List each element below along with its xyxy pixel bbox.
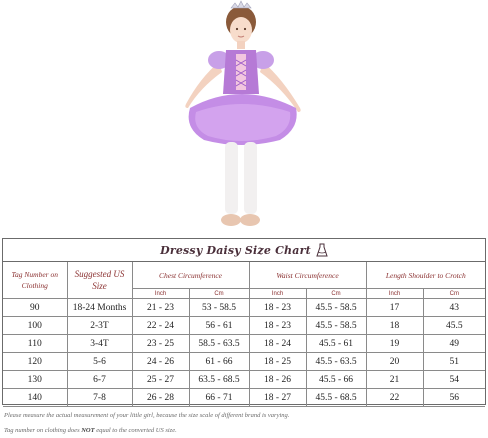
header-waist-circumference: Waist Circumference xyxy=(249,262,366,289)
cell-us-size: 7-8 xyxy=(67,389,132,407)
cell-us-size: 2-3T xyxy=(67,317,132,335)
subheader-cm: Cm xyxy=(189,289,249,299)
header-suggested-us-size: Suggested US Size xyxy=(67,262,132,299)
size-chart-title: Dressy Daisy Size Chart xyxy=(160,243,311,257)
cell-length-cm: 45.5 xyxy=(423,317,485,335)
cell-waist-cm: 45.5 - 68.5 xyxy=(306,389,366,407)
table-row xyxy=(3,389,485,407)
note-tag-number-pre: Tag number on clothing does xyxy=(4,427,82,434)
note-tag-number-post: equal to the converted US size. xyxy=(94,427,177,434)
cell-us-size: 6-7 xyxy=(67,371,132,389)
cell-waist-inch: 18 - 23 xyxy=(249,317,306,335)
cell-waist-cm: 45.5 - 61 xyxy=(306,335,366,353)
cell-waist-inch: 18 - 25 xyxy=(249,353,306,371)
cell-length-cm: 56 xyxy=(423,389,485,407)
cell-chest-cm: 56 - 61 xyxy=(189,317,249,335)
cell-length-cm: 43 xyxy=(423,299,485,317)
note-tag-number-emphasis: NOT xyxy=(81,427,95,434)
header-chest-circumference: Chest Circumference xyxy=(132,262,249,289)
cell-length-cm: 54 xyxy=(423,371,485,389)
cell-tag: 90 xyxy=(3,299,67,317)
cell-tag: 100 xyxy=(3,317,67,335)
cell-chest-inch: 21 - 23 xyxy=(132,299,189,317)
size-chart-title-row xyxy=(3,239,485,262)
cell-chest-cm: 66 - 71 xyxy=(189,389,249,407)
cell-tag: 130 xyxy=(3,371,67,389)
subheader-cm: Cm xyxy=(423,289,485,299)
size-notes xyxy=(4,408,484,438)
size-chart xyxy=(2,238,486,405)
cell-length-inch: 22 xyxy=(366,389,423,407)
cell-us-size: 3-4T xyxy=(67,335,132,353)
header-length-shoulder-to-crotch: Length Shoulder to Crotch xyxy=(366,262,485,289)
subheader-inch: Inch xyxy=(132,289,189,299)
subheader-inch: Inch xyxy=(366,289,423,299)
cell-waist-cm: 45.5 - 66 xyxy=(306,371,366,389)
table-header-row xyxy=(3,262,485,289)
cell-tag: 140 xyxy=(3,389,67,407)
cell-waist-inch: 18 - 27 xyxy=(249,389,306,407)
cell-waist-cm: 45.5 - 58.5 xyxy=(306,299,366,317)
cell-us-size: 5-6 xyxy=(67,353,132,371)
cell-chest-inch: 25 - 27 xyxy=(132,371,189,389)
table-row xyxy=(3,371,485,389)
cell-waist-inch: 18 - 23 xyxy=(249,299,306,317)
cell-us-size: 18-24 Months xyxy=(67,299,132,317)
cell-chest-cm: 58.5 - 63.5 xyxy=(189,335,249,353)
subheader-inch: Inch xyxy=(249,289,306,299)
cell-length-cm: 49 xyxy=(423,335,485,353)
cell-chest-cm: 53 - 58.5 xyxy=(189,299,249,317)
cell-tag: 110 xyxy=(3,335,67,353)
cell-chest-inch: 24 - 26 xyxy=(132,353,189,371)
note-measure: Please measure the actual measurement of your little girl, because the size scale of different brand is varying. xyxy=(4,412,290,419)
cell-chest-inch: 23 - 25 xyxy=(132,335,189,353)
table-row xyxy=(3,353,485,371)
cell-waist-inch: 18 - 24 xyxy=(249,335,306,353)
cell-chest-cm: 63.5 - 68.5 xyxy=(189,371,249,389)
header-tag-number: Tag Number on Clothing xyxy=(3,262,67,299)
cell-waist-cm: 45.5 - 58.5 xyxy=(306,317,366,335)
subheader-cm: Cm xyxy=(306,289,366,299)
cell-length-inch: 21 xyxy=(366,371,423,389)
cell-length-inch: 19 xyxy=(366,335,423,353)
note-tag-number xyxy=(4,423,484,438)
dress-icon xyxy=(316,243,328,257)
cell-chest-inch: 26 - 28 xyxy=(132,389,189,407)
cell-chest-cm: 61 - 66 xyxy=(189,353,249,371)
cell-length-inch: 17 xyxy=(366,299,423,317)
cell-waist-inch: 18 - 26 xyxy=(249,371,306,389)
size-table xyxy=(3,262,485,407)
cell-length-inch: 18 xyxy=(366,317,423,335)
cell-length-cm: 51 xyxy=(423,353,485,371)
table-row xyxy=(3,317,485,335)
cell-tag: 120 xyxy=(3,353,67,371)
cell-length-inch: 20 xyxy=(366,353,423,371)
cell-chest-inch: 22 - 24 xyxy=(132,317,189,335)
table-row xyxy=(3,335,485,353)
table-row xyxy=(3,299,485,317)
cell-waist-cm: 45.5 - 63.5 xyxy=(306,353,366,371)
